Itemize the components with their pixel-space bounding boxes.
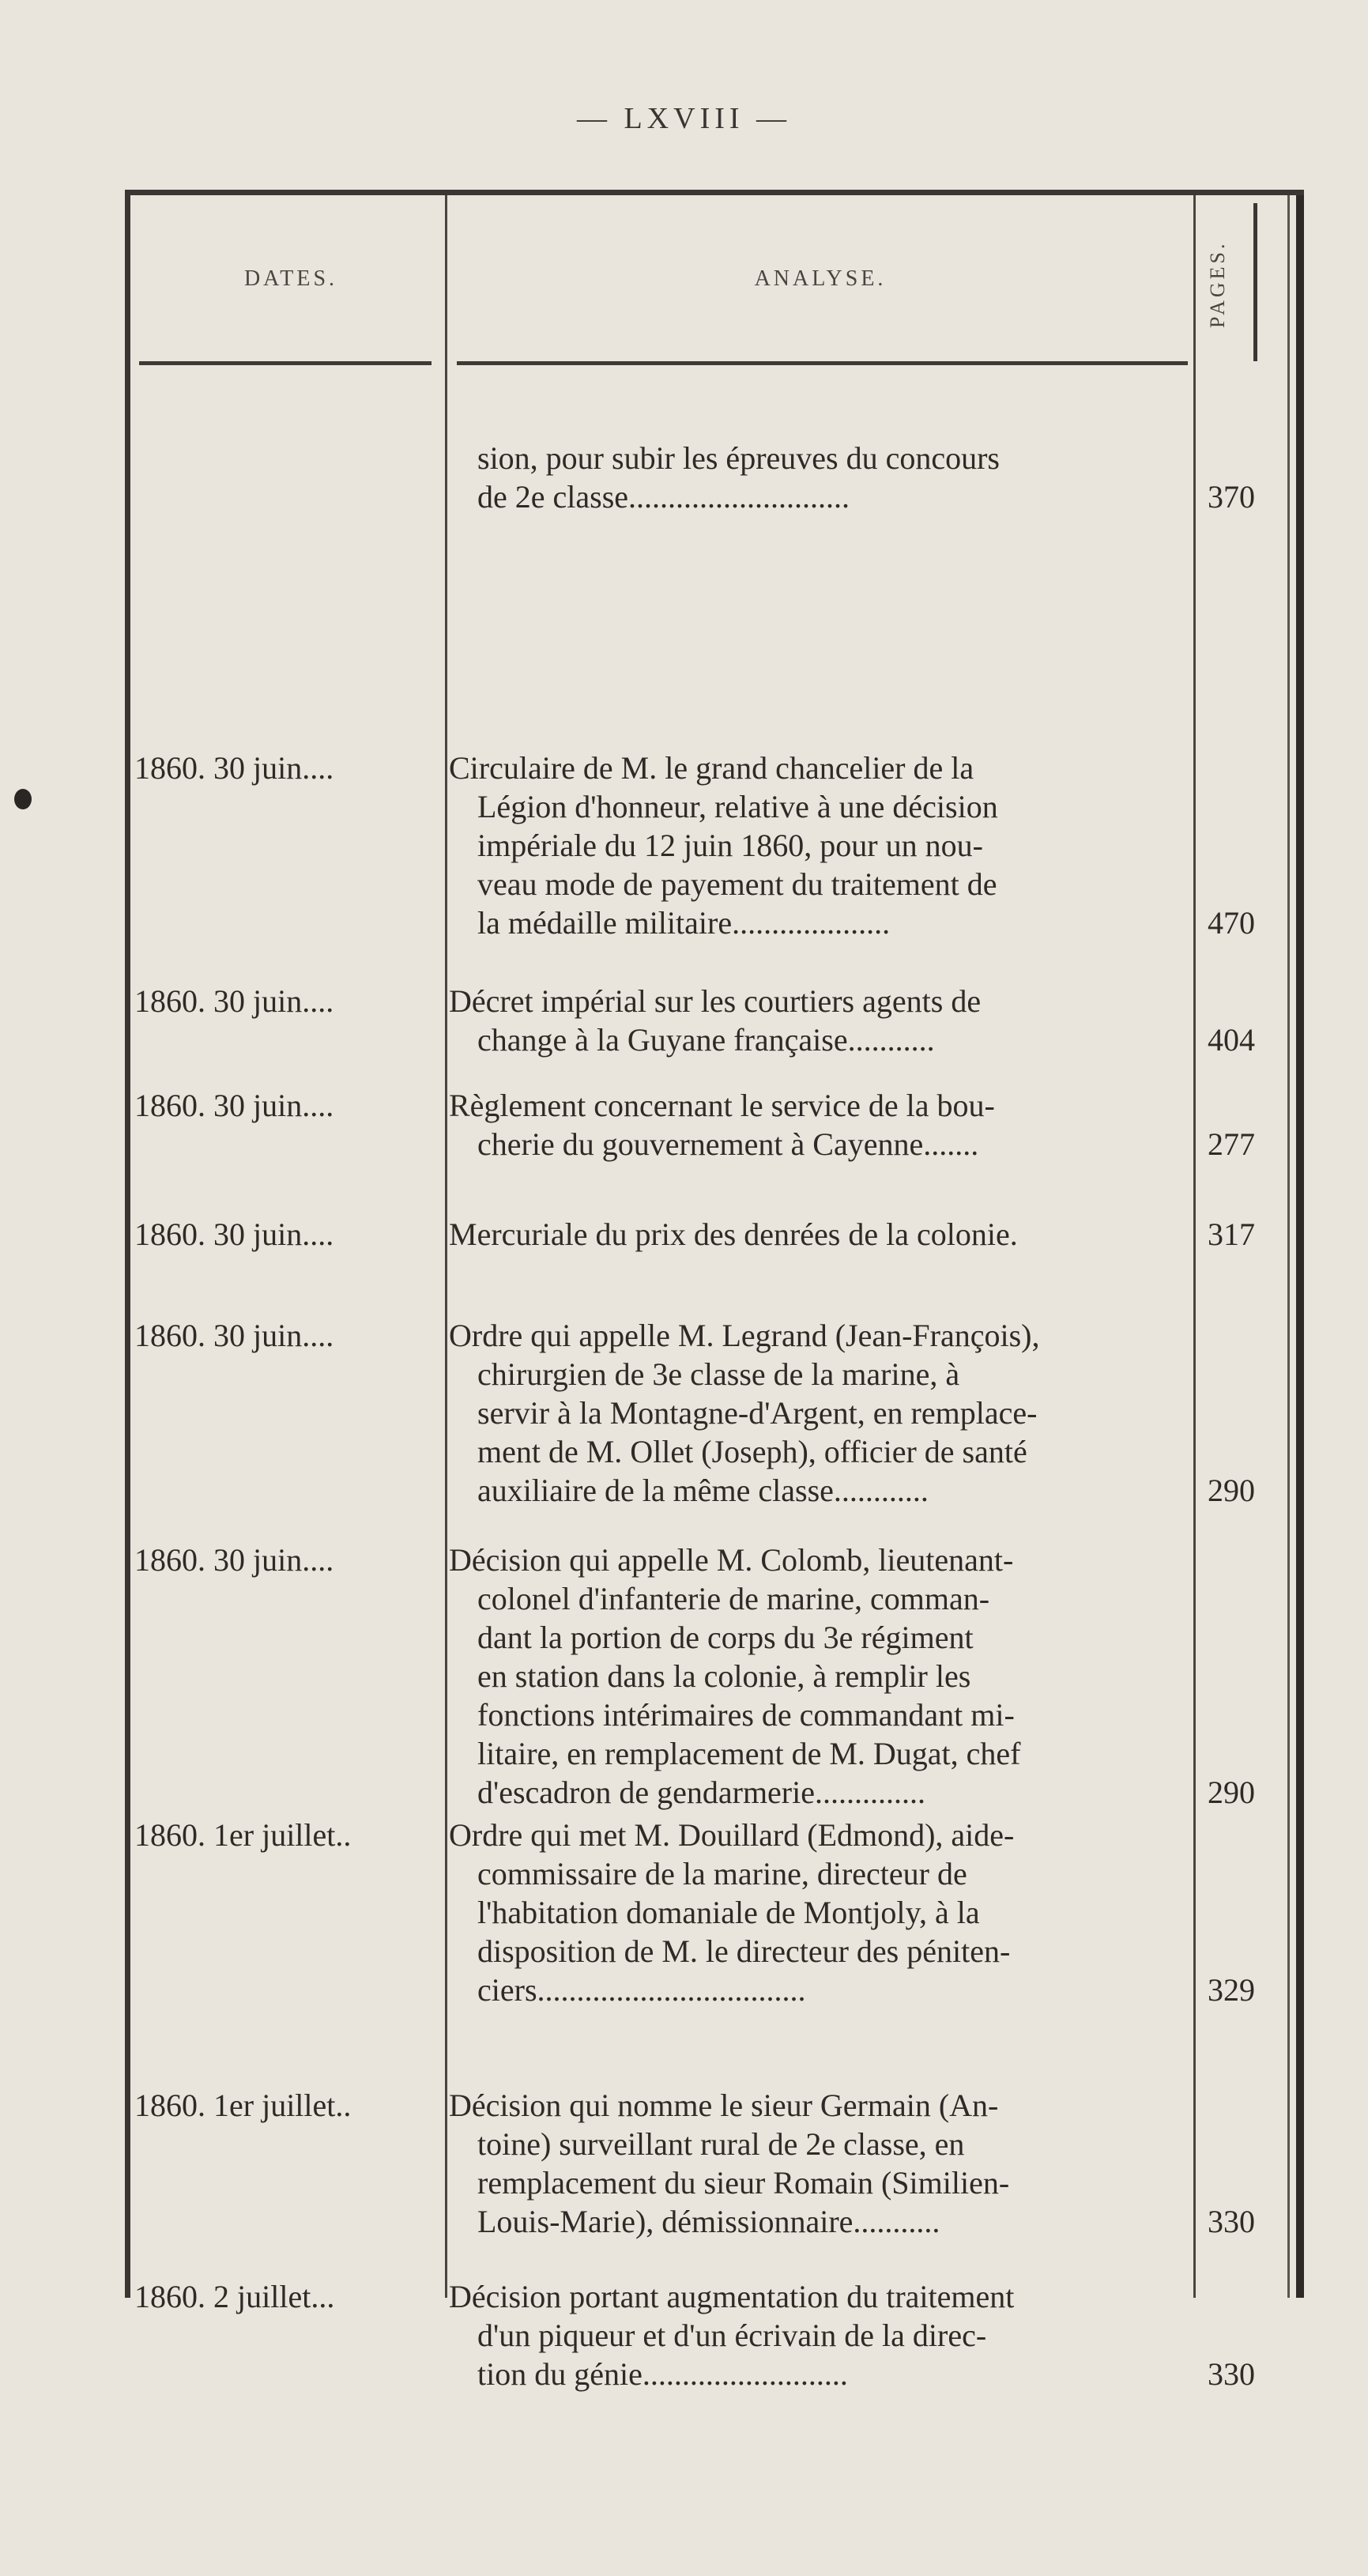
entry-page-number: 330 <box>1208 2356 1255 2392</box>
entry-analysis-line: Décision qui nomme le sieur Germain (An- <box>449 2088 999 2123</box>
entry-page-number: 329 <box>1208 1972 1255 2008</box>
entry-analysis-line: litaire, en remplacement de M. Dugat, chef <box>477 1736 1021 1771</box>
entry-date: 1860. 30 juin.... <box>134 750 334 786</box>
header-rule-dates <box>139 361 432 365</box>
entry-analysis-line: disposition de M. le directeur des péniten- <box>477 1933 1011 1969</box>
entry-analysis-line: ment de M. Ollet (Joseph), officier de santé <box>477 1434 1027 1469</box>
entry-analysis-line: commissaire de la marine, directeur de <box>477 1856 967 1891</box>
entry-analysis-line: Décision portant augmentation du traitement <box>449 2279 1015 2314</box>
entry-analysis-line: d'un piqueur et d'un écrivain de la direc- <box>477 2318 987 2353</box>
column-header-pages: PAGES. <box>1206 240 1229 329</box>
entry-analysis-line: remplacement du sieur Romain (Similien- <box>477 2165 1010 2201</box>
entry-analysis-line: veau mode de payement du traitement de <box>477 866 997 902</box>
entry-date: 1860. 30 juin.... <box>134 1088 334 1123</box>
entry-analysis-line: fonctions intérimaires de commandant mi- <box>477 1697 1015 1733</box>
entry-page-number: 330 <box>1208 2204 1255 2239</box>
table-right-inner-border <box>1287 195 1290 2298</box>
entry-analysis-line: colonel d'infanterie de marine, comman- <box>477 1581 990 1616</box>
entry-analysis-line: ciers.................................. <box>477 1972 806 2008</box>
entry-date: 1860. 2 juillet... <box>134 2279 335 2314</box>
column-header-dates: DATES. <box>243 266 338 291</box>
margin-ink-dot <box>14 789 32 809</box>
page-header: — LXVIII — <box>576 102 792 135</box>
entry-analysis-line: chirurgien de 3e classe de la marine, à <box>477 1356 960 1392</box>
entry-analysis <box>449 1215 1188 1254</box>
entry-analysis-line: Décret impérial sur les courtiers agents de <box>449 983 982 1019</box>
table-left-border <box>125 195 130 2298</box>
entry-analysis-line: Ordre qui met M. Douillard (Edmond), aide- <box>449 1817 1015 1853</box>
entry-analysis-line: l'habitation domaniale de Montjoly, à la <box>477 1895 980 1930</box>
entry-date: 1860. 30 juin.... <box>134 983 334 1019</box>
entry-analysis-line: impériale du 12 juin 1860, pour un nou- <box>477 828 983 863</box>
entry-analysis-line: en station dans la colonie, à remplir les <box>477 1658 971 1694</box>
entry-page-number: 317 <box>1208 1216 1255 1252</box>
entry-analysis-line: sion, pour subir les épreuves du concours <box>477 440 1000 476</box>
entry-analysis-line: de 2e classe............................ <box>477 479 850 515</box>
entry-analysis-line: toine) surveillant rural de 2e classe, en <box>477 2126 965 2162</box>
entry-analysis-line: Ordre qui appelle M. Legrand (Jean-François), <box>449 1318 1040 1353</box>
entry-page-number: 370 <box>1208 479 1255 515</box>
entry-analysis-line: d'escadron de gendarmerie.............. <box>477 1775 925 1810</box>
entry-analysis-line: servir à la Montagne-d'Argent, en remplace- <box>477 1395 1038 1431</box>
entry-analysis-line: cherie du gouvernement à Cayenne....... <box>477 1126 979 1162</box>
entry-analysis-line: Règlement concernant le service de la bou- <box>449 1088 995 1123</box>
entry-analysis <box>449 1816 1188 2009</box>
entry-analysis-line: tion du génie.......................... <box>477 2356 848 2392</box>
column-divider-dates <box>445 195 447 2298</box>
entry-date: 1860. 1er juillet.. <box>134 1817 352 1853</box>
entry-analysis-line: Légion d'honneur, relative à une décision <box>477 789 998 824</box>
entry-analysis <box>449 439 1188 516</box>
entry-date: 1860. 30 juin.... <box>134 1216 334 1252</box>
pages-header-bar <box>1253 203 1257 361</box>
entry-analysis-line: dant la portion de corps du 3e régiment <box>477 1620 974 1655</box>
entry-analysis-line: change à la Guyane française........... <box>477 1022 935 1058</box>
entry-analysis-line: la médaille militaire.................... <box>477 905 891 941</box>
entry-date: 1860. 30 juin.... <box>134 1318 334 1353</box>
entry-page-number: 290 <box>1208 1473 1255 1508</box>
entry-analysis-line: Circulaire de M. le grand chancelier de la <box>449 750 974 786</box>
entry-analysis <box>449 1541 1188 1812</box>
entry-analysis <box>449 2086 1188 2241</box>
entry-analysis-line: Louis-Marie), démissionnaire........... <box>477 2204 940 2239</box>
index-table <box>125 190 1304 2392</box>
entry-date: 1860. 1er juillet.. <box>134 2088 352 2123</box>
column-header-analyse: ANALYSE. <box>754 266 887 291</box>
entry-analysis-line: Mercuriale du prix des denrées de la colonie. <box>449 1216 1018 1252</box>
entry-analysis-line: Décision qui appelle M. Colomb, lieutenant- <box>449 1542 1014 1578</box>
entry-page-number: 290 <box>1208 1775 1255 1810</box>
entry-analysis-line: auxiliaire de la même classe............ <box>477 1473 929 1508</box>
table-right-border <box>1296 195 1304 2298</box>
entry-date: 1860. 30 juin.... <box>134 1542 334 1578</box>
entry-page-number: 277 <box>1208 1126 1255 1162</box>
entry-analysis <box>449 1316 1188 1510</box>
entry-analysis <box>449 749 1188 942</box>
entry-analysis <box>449 982 1188 1059</box>
entry-analysis <box>449 2277 1188 2393</box>
entry-page-number: 404 <box>1208 1022 1255 1058</box>
header-rule-analyse <box>457 361 1188 365</box>
entry-page-number: 470 <box>1208 905 1255 941</box>
column-divider-pages <box>1193 195 1196 2298</box>
entry-analysis <box>449 1086 1188 1164</box>
